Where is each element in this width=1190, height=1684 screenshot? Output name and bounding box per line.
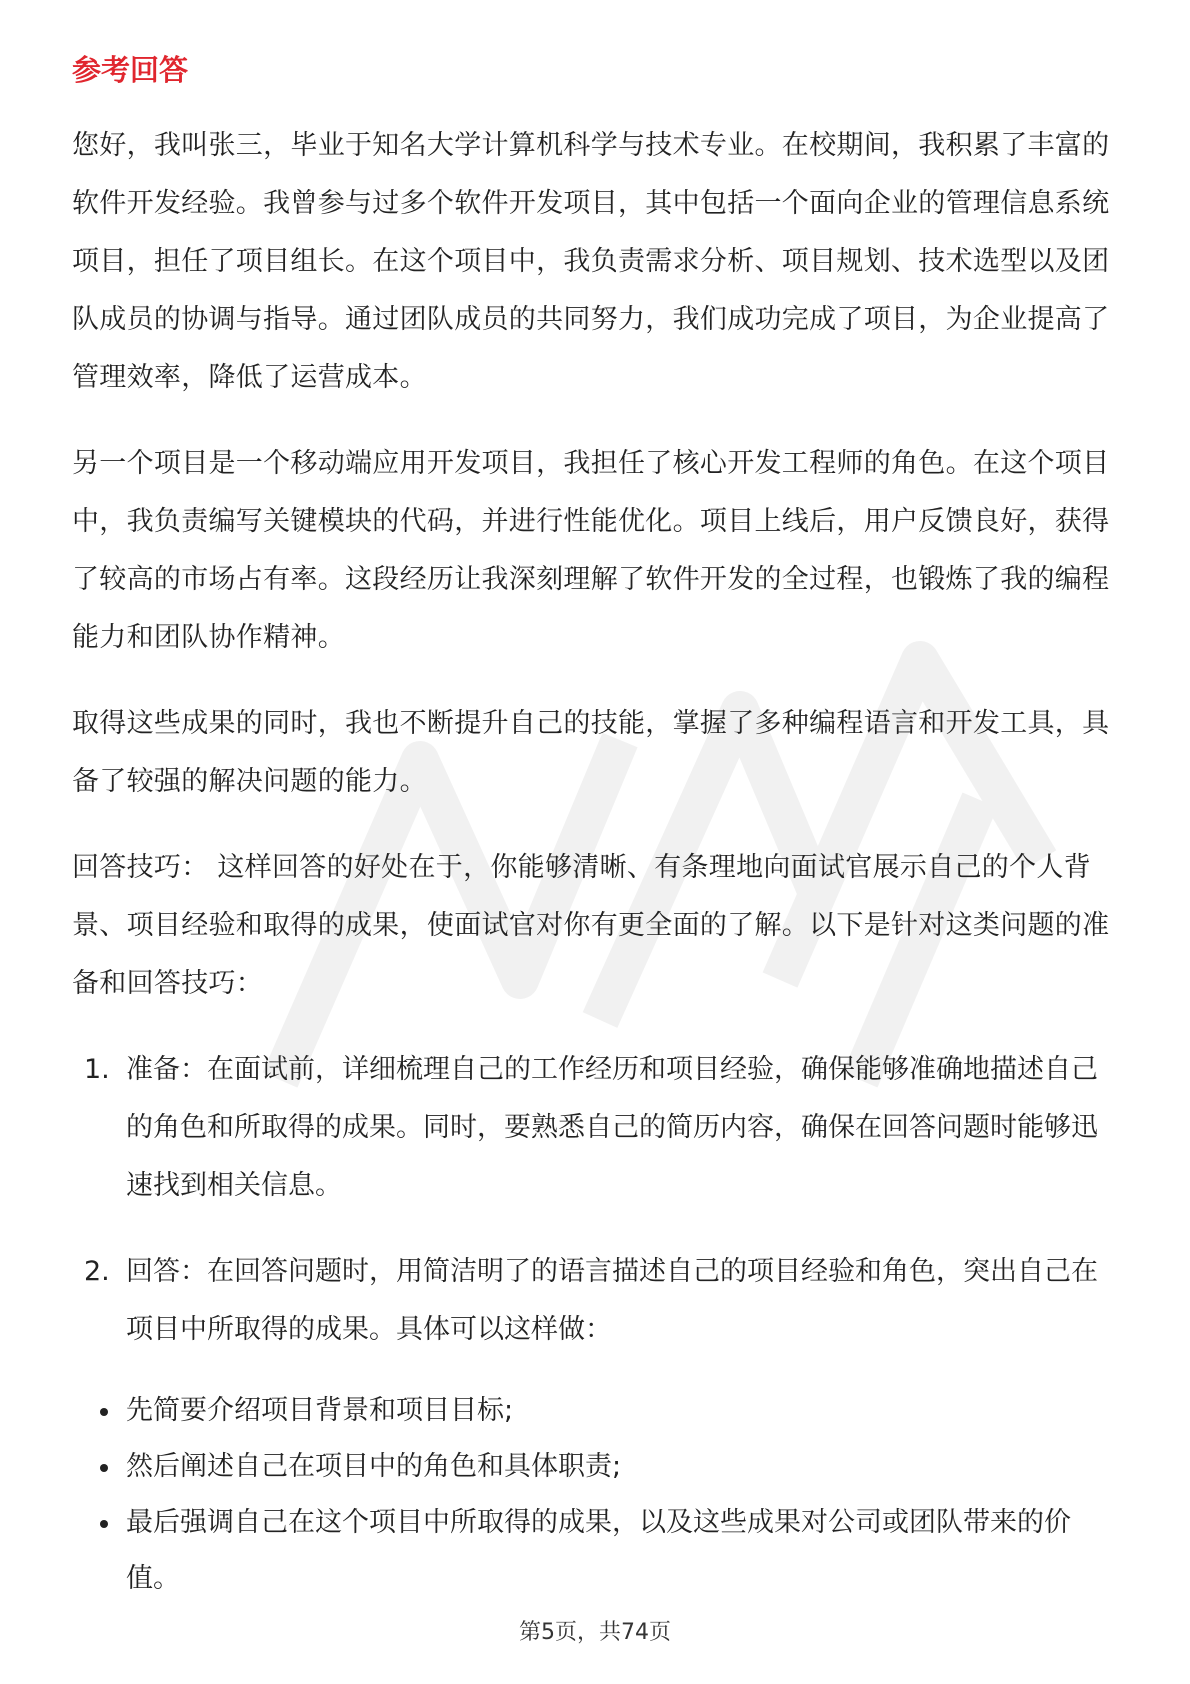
paragraph-1: 您好，我叫张三，毕业于知名大学计算机科学与技术专业。在校期间，我积累了丰富的软件开发经验。我曾参与过多个软件开发项目，其中包括一个面向企业的管理信息系统项目，担任了项目组长。在这个项目中，我负责需求分析、项目规划、技术选型以及团队成员的协调与指导。通过团队成员的共同努力，我们成功完成了项目，为企业提高了管理效率，降低了运营成本。 — [72, 130, 1110, 393]
paragraph-3: 取得这些成果的同时，我也不断提升自己的技能，掌握了多种编程语言和开发工具，具备了较强的解决问题的能力。 — [72, 708, 1110, 797]
page-number: 第5页，共74页 — [519, 1620, 671, 1645]
item-text: 回答：在回答问题时，用简洁明了的语言描述自己的项目经验和角色，突出自己在项目中所取得的成果。具体可以这样做： — [126, 1256, 1098, 1345]
tips-paragraph: 回答技巧： 这样回答的好处在于，你能够清晰、有条理地向面试官展示自己的个人背景、项目经验和取得的成果，使面试官对你有更全面的了解。以下是针对这类问题的准备和回答技巧： — [72, 852, 1110, 999]
bullet-item-2: 然后阐述自己在项目中的角色和具体职责; — [72, 1439, 1124, 1495]
bullet-item-3: 最后强调自己在这个项目中所取得的成果，以及这些成果对公司或团队带来的价值。 — [72, 1495, 1124, 1607]
main-content — [72, 117, 1124, 1607]
bullet-item-1: 先简要介绍项目背景和项目目标; — [72, 1383, 1124, 1439]
section-heading: 参考回答 — [72, 53, 189, 87]
numbered-list — [72, 1041, 1124, 1359]
numbered-item-2 — [72, 1243, 1124, 1359]
numbered-item-1 — [72, 1041, 1124, 1215]
item-number: 2. — [84, 1256, 110, 1287]
item-text: 准备：在面试前，详细梳理自己的工作经历和项目经验，确保能够准确地描述自己的角色和所取得的成果。同时，要熟悉自己的简历内容，确保在回答问题时能够迅速找到相关信息。 — [126, 1054, 1098, 1201]
paragraph-2: 另一个项目是一个移动端应用开发项目，我担任了核心开发工程师的角色。在这个项目中，我负责编写关键模块的代码，并进行性能优化。项目上线后，用户反馈良好，获得了较高的市场占有率。这段经历让我深刻理解了软件开发的全过程，也锻炼了我的编程能力和团队协作精神。 — [72, 448, 1110, 653]
item-number: 1. — [84, 1054, 110, 1085]
bullet-list — [72, 1383, 1124, 1607]
